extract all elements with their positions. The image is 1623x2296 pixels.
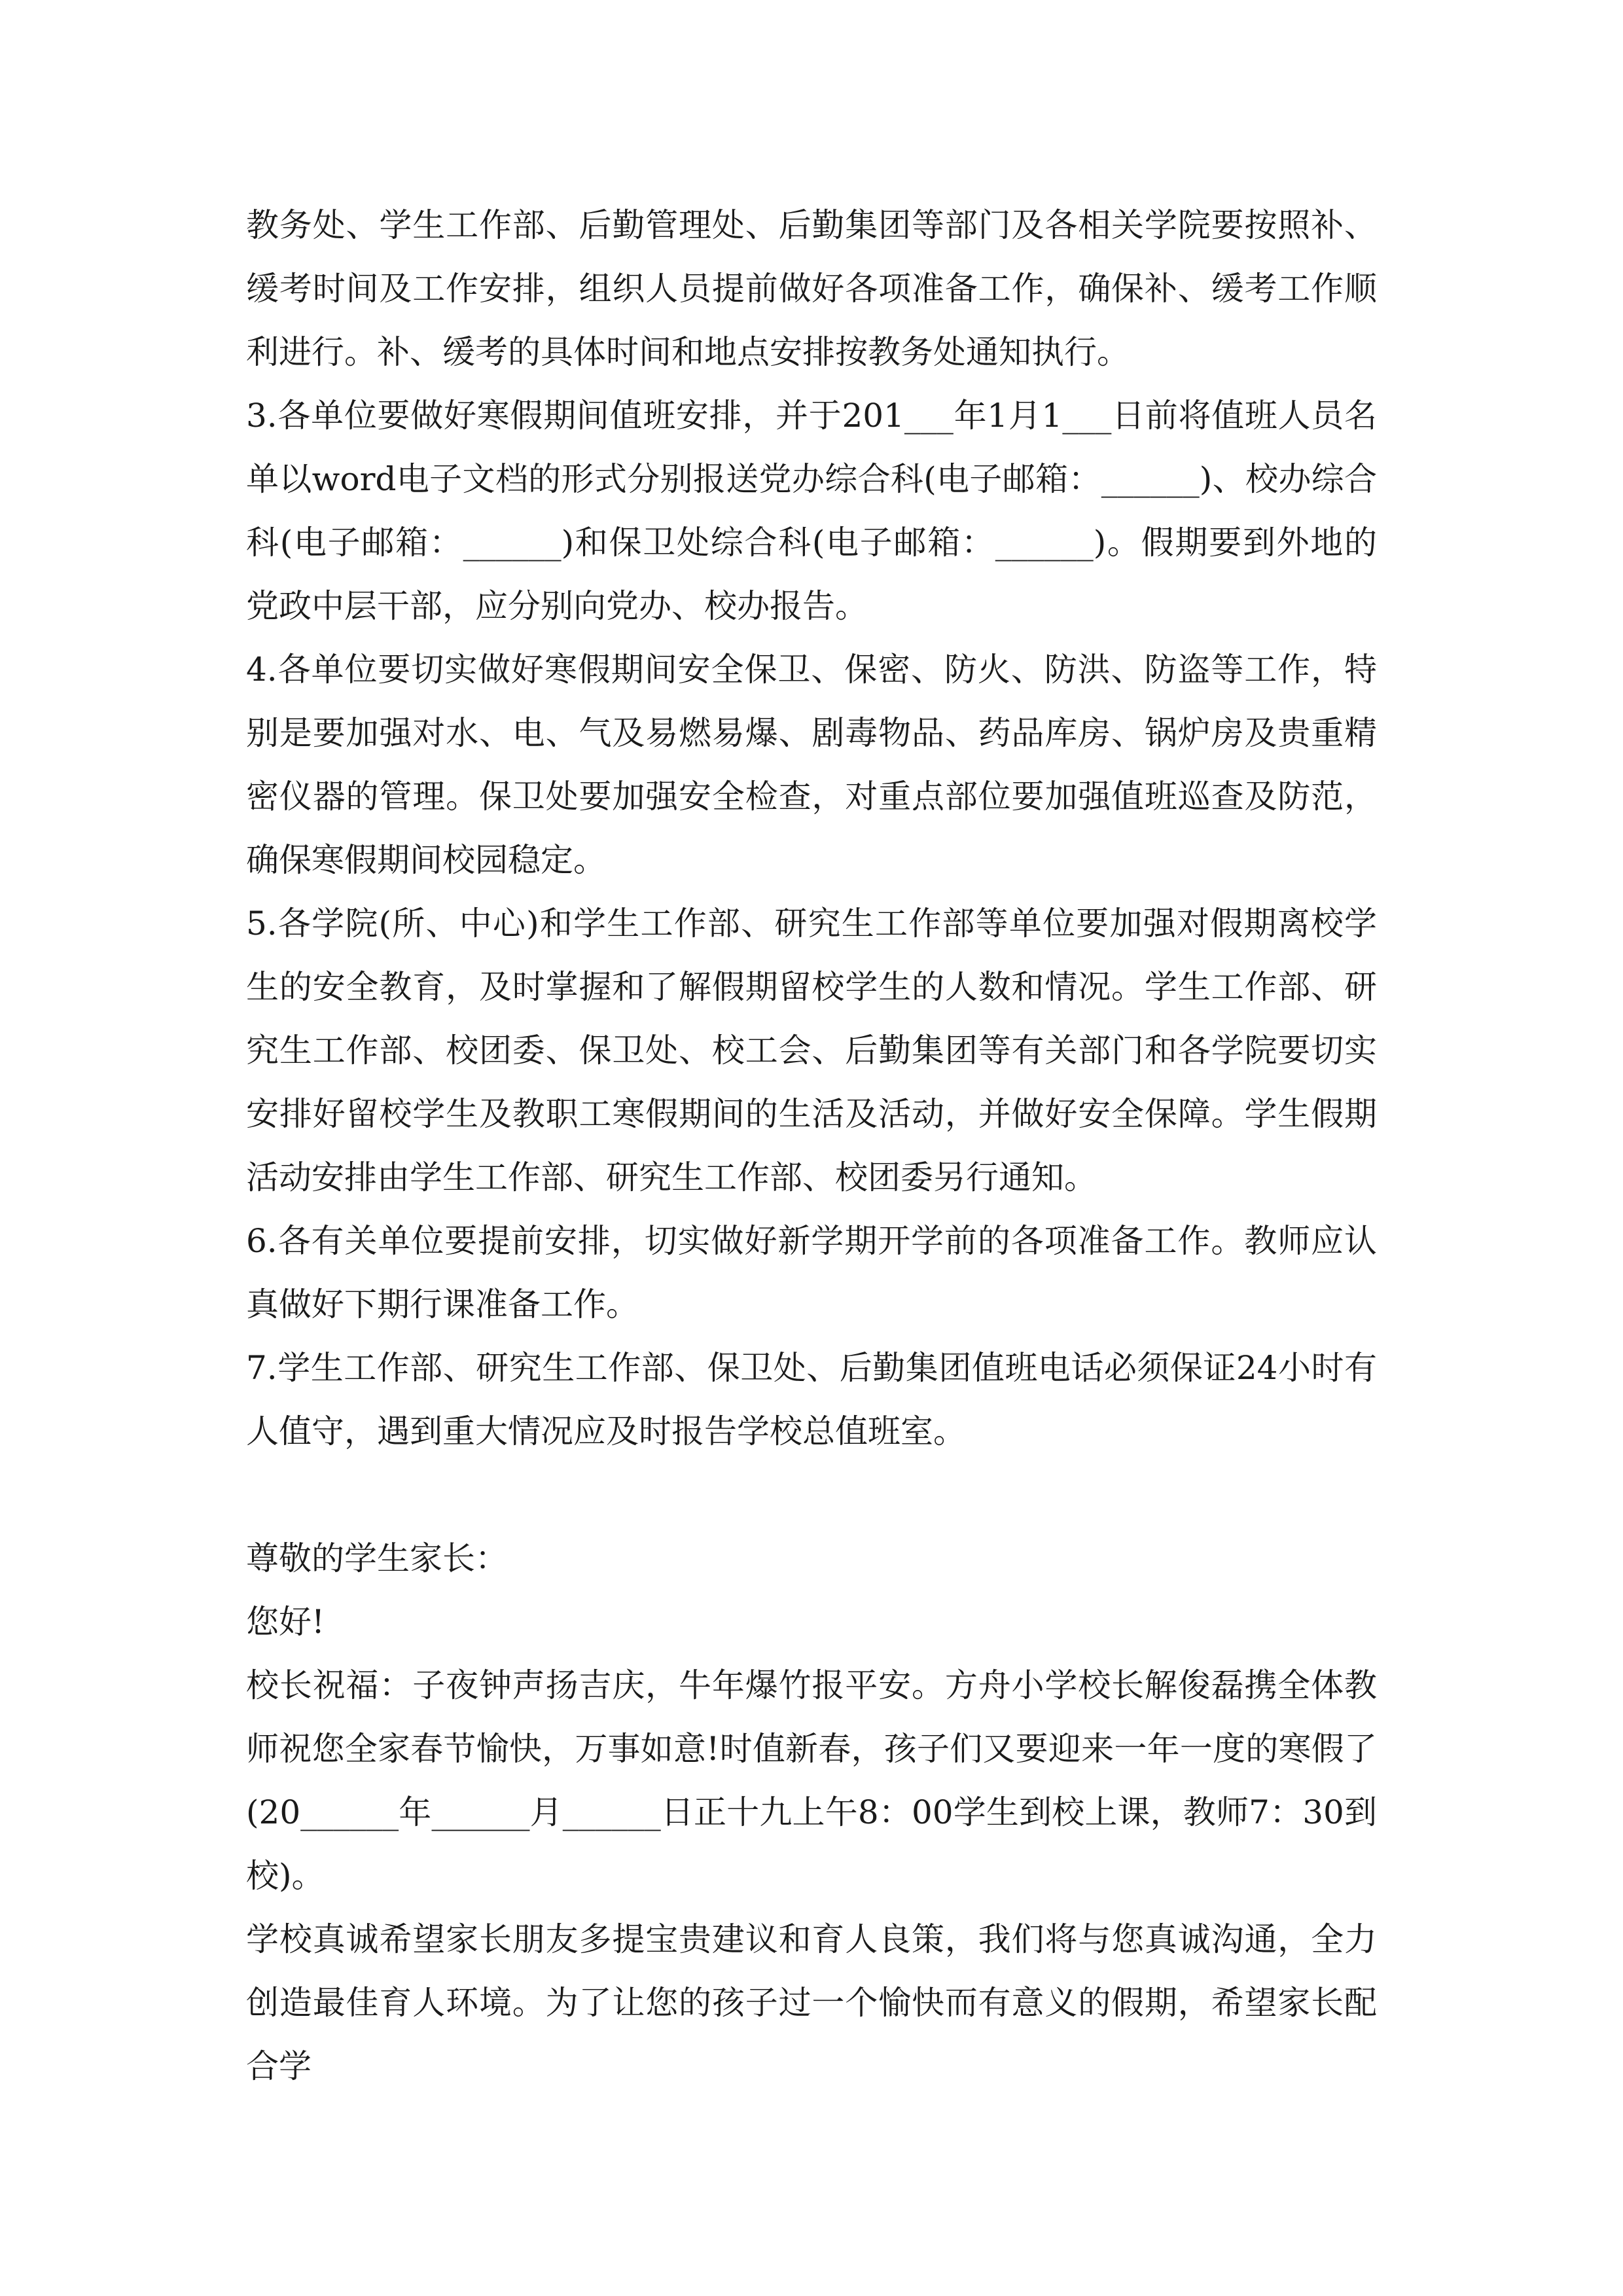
paragraph-exam-arrangement: 教务处、学生工作部、后勤管理处、后勤集团等部门及各相关学院要按照补、缓考时间及工作安排，组织人员提前做好各项准备工作，确保补、缓考工作顺利进行。补、缓考的具体时间和地点安排按教务处通知执行。	[246, 206, 1377, 371]
letter-paragraph-blessing: 校长祝福：子夜钟声扬吉庆，牛年爆竹报平安。方舟小学校长解俊磊携全体教师祝您全家春节愉快，万事如意!时值新春，孩子们又要迎来一年一度的寒假了(20______年______月______日正十九上午8：00学生到校上课，教师7：30到校)。	[246, 1666, 1377, 1895]
paragraph-item-6-new-semester: 6.各有关单位要提前安排，切实做好新学期开学前的各项准备工作。教师应认真做好下期行课准备工作。	[246, 1222, 1377, 1323]
letter-paragraph-cooperation: 学校真诚希望家长朋友多提宝贵建议和育人良策，我们将与您真诚沟通，全力创造最佳育人环境。为了让您的孩子过一个愉快而有意义的假期，希望家长配合学	[246, 1920, 1377, 2085]
paragraph-item-4-security: 4.各单位要切实做好寒假期间安全保卫、保密、防火、防洪、防盗等工作，特别是要加强对水、电、气及易燃易爆、剧毒物品、药品库房、锅炉房及贵重精密仪器的管理。保卫处要加强安全检查，对重点部位要加强值班巡查及防范，确保寒假期间校园稳定。	[246, 651, 1377, 879]
document-body	[246, 194, 1377, 2098]
letter-salutation: 尊敬的学生家长：	[246, 1539, 508, 1577]
section-gap	[246, 1463, 1377, 1527]
paragraph-item-5-student-safety: 5.各学院(所、中心)和学生工作部、研究生工作部等单位要加强对假期离校学生的安全教育，及时掌握和了解假期留校学生的人数和情况。学生工作部、研究生工作部、校团委、保卫处、校工会、后勤集团等有关部门和各学院要切实安排好留校学生及教职工寒假期间的生活及活动，并做好安全保障。学生假期活动安排由学生工作部、研究生工作部、校团委另行通知。	[246, 905, 1377, 1196]
paragraph-item-7-duty-phone: 7.学生工作部、研究生工作部、保卫处、后勤集团值班电话必须保证24小时有人值守，遇到重大情况应及时报告学校总值班室。	[246, 1349, 1377, 1450]
letter-greeting: 您好!	[246, 1603, 325, 1641]
paragraph-item-3-duty-schedule: 3.各单位要做好寒假期间值班安排，并于201___年1月1___日前将值班人员名单以word电子文档的形式分别报送党办综合科(电子邮箱：______)、校办综合科(电子邮箱：______)和保卫处综合科(电子邮箱：______)。假期要到外地的党政中层干部，应分别向党办、校办报告。	[246, 397, 1377, 625]
